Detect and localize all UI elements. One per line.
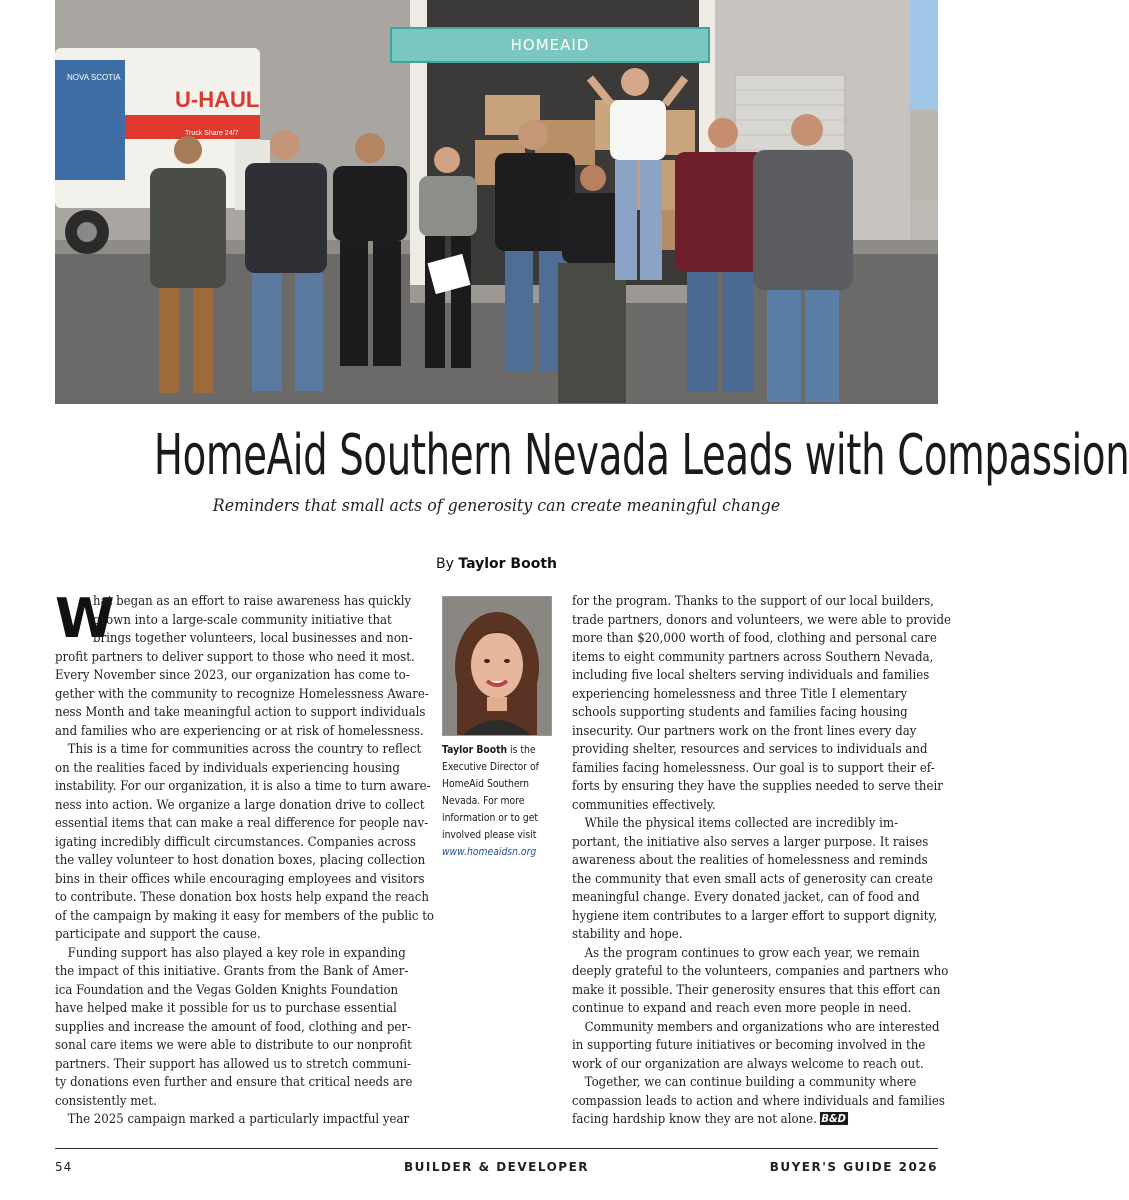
text-line: As the program continues to grow each year, we remain — [584, 945, 920, 961]
article-headline: HomeAid Southern Nevada Leads with Compassion — [153, 423, 1129, 488]
text-line: the impact of this initiative. Grants from the Bank of Amer- — [55, 964, 409, 979]
article-column-right — [572, 593, 951, 1130]
text-line: partners. Their support has allowed us to stretch communi- — [55, 1056, 412, 1072]
text-line: Every November since 2023, our organization has come to- — [55, 668, 410, 683]
section-tag: HOMEAID — [390, 27, 710, 63]
text-line: items to eight community partners across Southern Nevada, — [572, 649, 934, 665]
text-line: grown into a large-scale community initiative that — [93, 612, 392, 628]
byline-prefix: By — [436, 556, 454, 572]
text-line: awareness about the realities of homelessness and reminds — [572, 853, 928, 868]
byline — [0, 556, 993, 572]
bio-line: involved please visit — [442, 828, 537, 841]
text-line: ness Month and take meaningful action to support individuals — [55, 705, 426, 720]
text-line: bins in their offices while encouraging employees and visitors — [55, 871, 425, 887]
text-line: portant, the initiative also serves a larger purpose. It raises — [572, 834, 929, 850]
bio-line: HomeAid Southern — [442, 777, 530, 790]
bio-line: information or to get — [442, 811, 539, 824]
text-line: hygiene item contributes to a larger effort to support dignity, — [572, 908, 938, 924]
text-line: ness into action. We organize a large donation drive to collect — [55, 797, 425, 813]
text-line: continue to expand and reach even more people in need. — [572, 1001, 912, 1016]
text-line: communities effectively. — [572, 797, 716, 813]
author-portrait-illustration — [443, 597, 551, 735]
author-portrait — [442, 596, 552, 736]
text-line: and families who are experiencing or at risk of homelessness. — [55, 723, 424, 739]
text-line: profit partners to deliver support to those who need it most. — [55, 649, 415, 665]
author-bio — [442, 741, 567, 860]
svg-text:NOVA SCOTIA: NOVA SCOTIA — [67, 73, 121, 82]
text-line — [572, 1111, 905, 1130]
text-line: on the realities faced by individuals experiencing housing — [55, 760, 400, 776]
text-line: more than $20,000 worth of food, clothing and personal care — [572, 631, 937, 646]
bio-line: Nevada. For more — [442, 794, 525, 807]
byline-author: Taylor Booth — [458, 556, 557, 572]
text-line: supplies and increase the amount of food, clothing and per- — [55, 1019, 411, 1035]
bio-line — [442, 741, 547, 758]
text-line: instability. For our organization, it is also a time to turn aware- — [55, 779, 431, 794]
drop-cap: W — [55, 587, 115, 650]
text-line: to contribute. These donation box hosts help expand the reach — [55, 890, 429, 905]
text-line: of the campaign by making it easy for members of the public to — [55, 908, 435, 924]
text-line: for the program. Thanks to the support of our local builders, — [572, 594, 934, 609]
text-line: the community that even small acts of generosity can create — [572, 871, 933, 887]
text-line: trade partners, donors and volunteers, we were able to provide — [572, 612, 951, 628]
svg-text:Truck Share 24/7: Truck Share 24/7 — [185, 130, 239, 137]
text-line: hat began as an effort to raise awareness has quickly — [93, 594, 412, 609]
article-subhead: Reminders that small acts of generosity can create meaningful change — [212, 496, 781, 516]
text-line-content: facing hardship know they are not alone. — [572, 1112, 817, 1127]
text-line: igating incredibly difficult circumstances. Companies across — [55, 834, 416, 850]
text-line: essential items that can make a real difference for people nav- — [55, 816, 429, 831]
text-line: including five local shelters serving individuals and families — [572, 668, 930, 683]
bio-text: is the — [507, 743, 536, 756]
text-line: The 2025 campaign marked a particularly impactful year — [67, 1112, 410, 1127]
text-line: Community members and organizations who are interested — [584, 1019, 940, 1035]
text-line: families facing homelessness. Our goal is to support their ef- — [572, 760, 935, 776]
footer-rule — [55, 1148, 938, 1149]
text-line: ica Foundation and the Vegas Golden Knights Foundation — [55, 982, 399, 998]
bio-line: Executive Director of — [442, 760, 539, 773]
text-line: participate and support the cause. — [55, 927, 261, 942]
footer-publication: BUILDER & DEVELOPER — [403, 1160, 589, 1174]
article-column-left — [55, 587, 435, 1130]
text-line: the valley volunteer to host donation boxes, placing collection — [55, 853, 426, 868]
text-line: in supporting future initiatives or becoming involved in the — [572, 1038, 926, 1053]
text-line: sonal care items we were able to distribute to our nonprofit — [55, 1038, 412, 1053]
text-line: schools supporting students and families facing housing — [572, 705, 908, 720]
text-line: gether with the community to recognize Homelessness Aware- — [55, 686, 429, 702]
text-line: brings together volunteers, local businesses and non- — [93, 631, 413, 646]
bio-website-link[interactable]: www.homeaidsn.org — [442, 845, 537, 858]
text-line: forts by ensuring they have the supplies needed to serve their — [572, 779, 943, 794]
text-line: providing shelter, resources and services to individuals and — [572, 742, 928, 757]
bio-name: Taylor Booth — [442, 743, 508, 756]
text-line: ty donations even further and ensure that critical needs are — [55, 1075, 413, 1090]
text-line: consistently met. — [55, 1093, 157, 1109]
text-line: make it possible. Their generosity ensures that this effort can — [572, 982, 941, 998]
text-line: compassion leads to action and where individuals and families — [572, 1093, 945, 1109]
footer-issue: BUYER'S GUIDE 2026 — [769, 1160, 938, 1174]
text-line: experiencing homelessness and three Title I elementary — [572, 686, 908, 702]
text-line: have helped make it possible for us to purchase essential — [55, 1001, 397, 1016]
text-line: Together, we can continue building a community where — [584, 1075, 917, 1090]
hero-photo — [55, 0, 938, 404]
svg-text:U-HAUL: U-HAUL — [175, 87, 260, 112]
text-line: stability and hope. — [572, 927, 683, 942]
text-line: Funding support has also played a key role in expanding — [67, 945, 406, 961]
text-line: work of our organization are always welcome to reach out. — [572, 1056, 924, 1072]
text-line: insecurity. Our partners work on the front lines every day — [572, 723, 917, 739]
text-line: While the physical items collected are incredibly im- — [584, 816, 899, 831]
text-line: deeply grateful to the volunteers, companies and partners who — [572, 964, 949, 979]
text-line: This is a time for communities across the country to reflect — [67, 742, 422, 757]
text-line: meaningful change. Every donated jacket, can of food and — [572, 890, 920, 905]
end-mark-logo: B&D — [821, 1112, 846, 1125]
footer-page-number: 54 — [55, 1160, 73, 1174]
